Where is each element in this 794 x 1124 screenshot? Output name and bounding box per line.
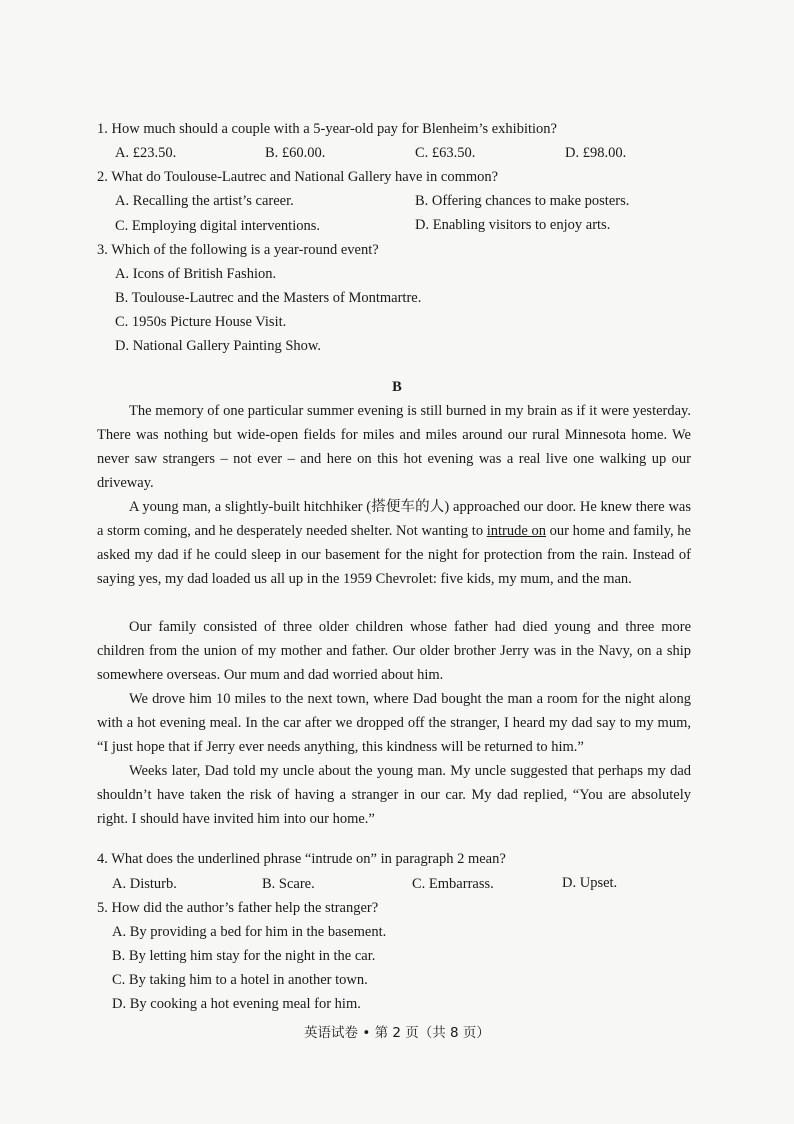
question-2-option-a: A. Recalling the artist’s career.: [115, 193, 294, 209]
passage-paragraph-2: [97, 495, 691, 591]
question-5-stem: 5. How did the author’s father help the stranger?: [97, 900, 379, 916]
question-4-option-b: B. Scare.: [262, 876, 315, 892]
question-3-option-a: A. Icons of British Fashion.: [115, 266, 277, 282]
question-3-option-c: C. 1950s Picture House Visit.: [115, 314, 287, 330]
question-1-option-d: D. £98.00.: [565, 145, 627, 161]
question-2-option-c: C. Employing digital interventions.: [115, 218, 320, 234]
question-4-option-a: A. Disturb.: [112, 876, 177, 892]
paragraph-2-text-after: our home and family, he asked my dad if he could sleep in our basement for the night for protection from the rain. Instead of saying yes, my dad loaded us all up in the 1959 Chevrolet: five kids, my mum, and the man.: [97, 523, 691, 587]
paragraph-2-text-before: A young man, a slightly-built hitchhiker (搭便车的人) approached our door. He knew there was a storm coming, and he desperately needed shelter. Not wanting to: [97, 499, 691, 539]
question-3-stem: 3. Which of the following is a year-round event?: [97, 242, 379, 258]
question-3-option-d: D. National Gallery Painting Show.: [115, 338, 322, 354]
question-5-option-b: B. By letting him stay for the night in the car.: [112, 948, 376, 964]
page-footer: 英语试卷 • 第 2 页（共 8 页）: [304, 1025, 490, 1041]
question-2-option-d: D. Enabling visitors to enjoy arts.: [415, 217, 611, 233]
underlined-phrase: intrude on: [486, 523, 546, 539]
question-3-option-b: B. Toulouse-Lautrec and the Masters of Montmartre.: [115, 290, 422, 306]
question-2-option-b: B. Offering chances to make posters.: [415, 193, 630, 209]
question-1-option-b: B. £60.00.: [265, 145, 326, 161]
passage-paragraph-4: We drove him 10 miles to the next town, where Dad bought the man a room for the night along with a hot evening meal. In the car after we dropped off the stranger, I heard my dad say to my mum, “I just hope that if Jerry ever needs anything, this kindness will be returned to him.”: [97, 691, 691, 755]
question-4-option-c: C. Embarrass.: [412, 876, 494, 892]
question-5-option-a: A. By providing a bed for him in the basement.: [112, 924, 387, 940]
question-4-stem: 4. What does the underlined phrase “intrude on” in paragraph 2 mean?: [97, 851, 506, 867]
question-4-option-d: D. Upset.: [562, 875, 618, 891]
question-1-option-a: A. £23.50.: [115, 145, 177, 161]
question-5-option-c: C. By taking him to a hotel in another town.: [112, 972, 368, 988]
section-heading: B: [392, 379, 402, 395]
passage-paragraph-5: Weeks later, Dad told my uncle about the young man. My uncle suggested that perhaps my dad shouldn’t have taken the risk of having a stranger in our car. My dad replied, “You are absolutely right. I should have invited him into our home.”: [97, 763, 691, 827]
question-5-option-d: D. By cooking a hot evening meal for him.: [112, 996, 361, 1012]
question-2-stem: 2. What do Toulouse-Lautrec and National Gallery have in common?: [97, 169, 499, 185]
question-1-option-c: C. £63.50.: [415, 145, 476, 161]
question-1-stem: 1. How much should a couple with a 5-year-old pay for Blenheim’s exhibition?: [97, 121, 557, 137]
passage-paragraph-1: The memory of one particular summer evening is still burned in my brain as if it were yesterday. There was nothing but wide-open fields for miles and miles around our rural Minnesota home. We never saw strangers – not ever – and here on this hot evening was a real live one walking up our driveway.: [97, 403, 691, 491]
passage-paragraph-3: Our family consisted of three older children whose father had died young and three more children from the union of my mother and father. Our older brother Jerry was in the Navy, on a ship somewhere overseas. Our mum and dad worried about him.: [97, 619, 691, 683]
